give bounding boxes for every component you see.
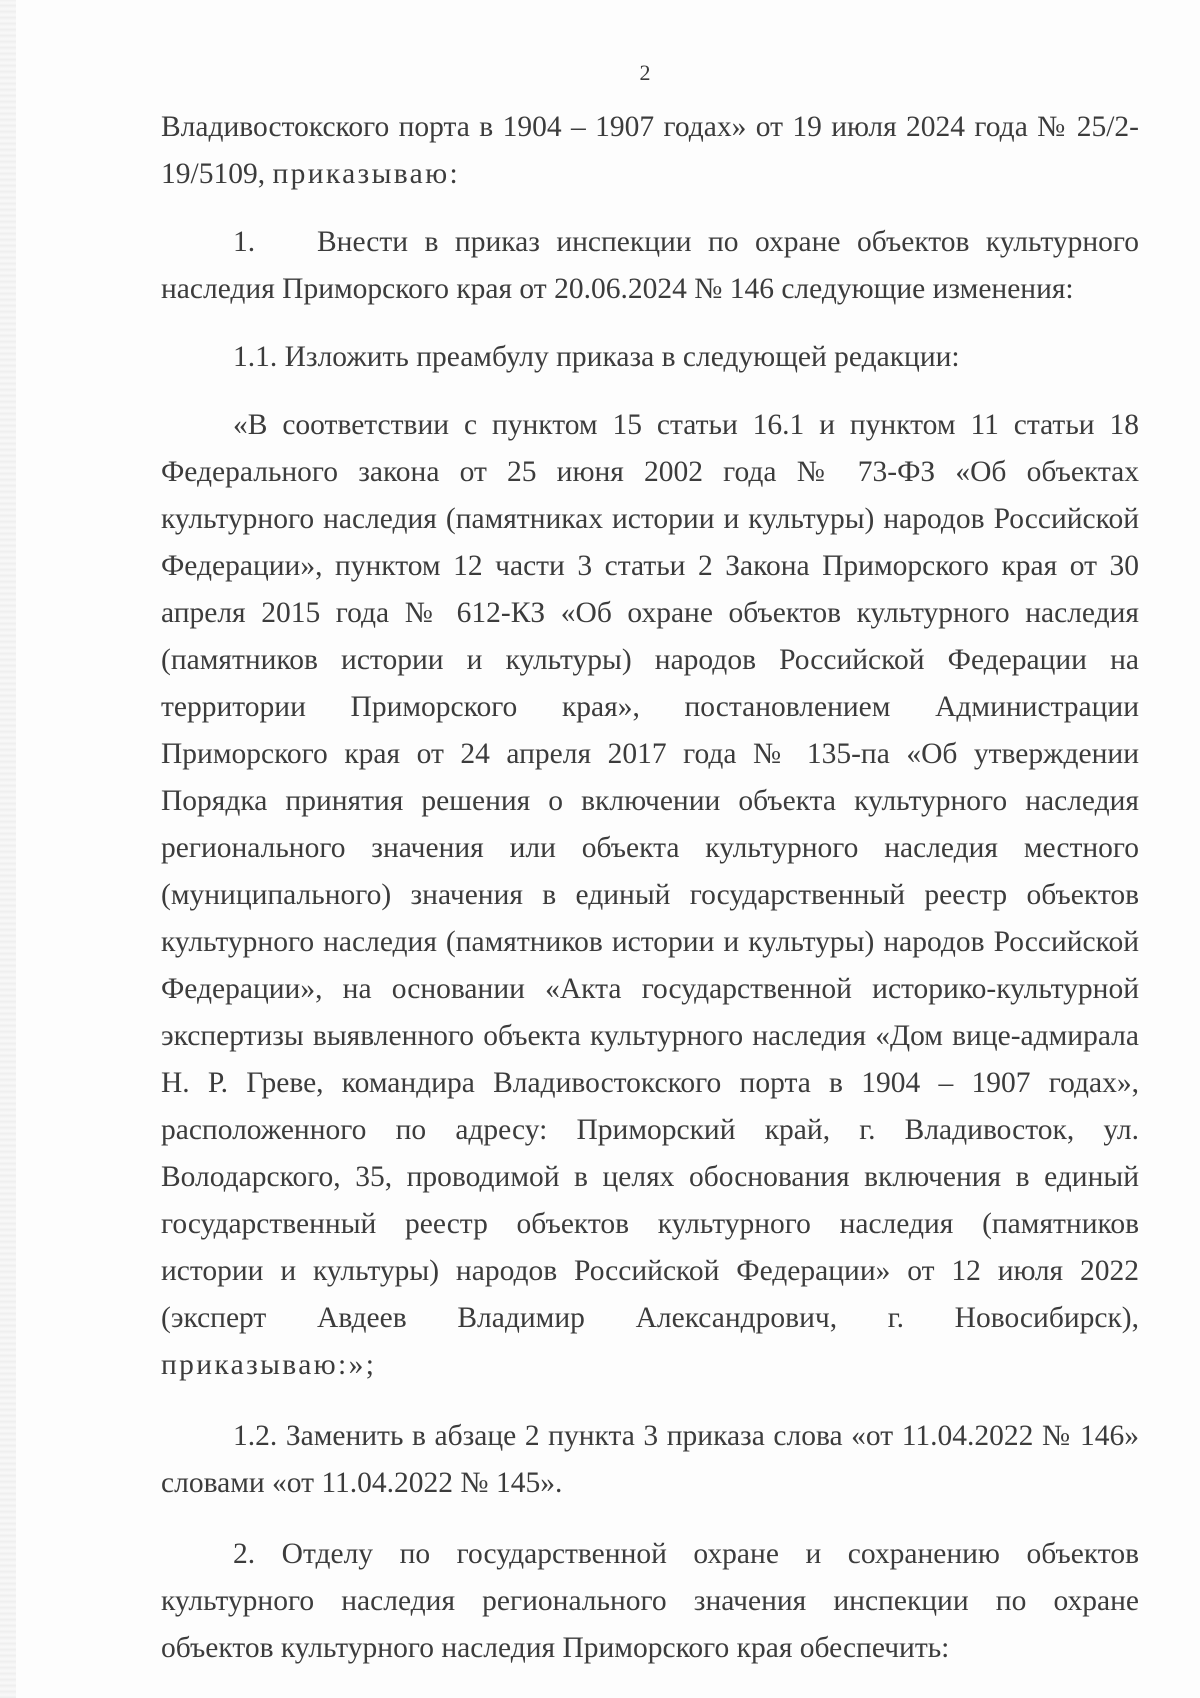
item-2: 2. Отделу по государственной охране и сохранению объектов культурного наследия регионального значения инспекции по охране объектов культурного наследия Приморского края обеспечить: <box>161 1538 1139 1664</box>
page-number: 2 <box>639 60 651 85</box>
item-1-number: 1. <box>233 226 256 258</box>
paragraph-continuation <box>161 104 1139 198</box>
document-body <box>161 104 1139 1672</box>
order-word: приказываю: <box>272 158 461 190</box>
paragraph-continuation-text: Владивостокского порта в 1904 – 1907 годах» от 19 июля 2024 года № 25/2-19/5109, <box>161 111 1139 190</box>
preamble-quote <box>161 402 1139 1389</box>
preamble-quote-text: «В соответствии с пунктом 15 статьи 16.1 и пунктом 11 статьи 18 Федерального закона от 25 июня 2002 года № 73-ФЗ «Об объектах культурного наследия (памятниках истории и культуры) народов Российской Федерации», пунктом 12 части 3 статьи 2 Закона Приморского края от 30 апреля 2015 года № 612-КЗ «Об охране объектов культурного наследия (памятников истории и культуры) народов Российской Федерации на территории Приморского края», постановлением Администрации Приморского края от 24 апреля 2017 года № 135-па «Об утверждении Порядка принятия решения о включении объекта культурного наследия регионального значения или объекта культурного наследия местного (муниципального) значения в единый государственный реестр объектов культурного наследия (памятников истории и культуры) народов Российской Федерации», на основании «Акта государственной историко-культурной экспертизы выявленного объекта культурного наследия «Дом вице-адмирала Н. Р. Греве, командира Владивостокского порта в 1904 – 1907 годах», расположенного по адресу: Приморский край, г. Владивосток, ул. Володарского, 35, проводимой в целях обоснования включения в единый государственный реестр объектов культурного наследия (памятников истории и культуры) народов Российской Федерации» от 12 июля 2022 (эксперт Авдеев Владимир Александрович, г. Новосибирск), <box>161 409 1139 1334</box>
item-1-1: 1.1. Изложить преамбулу приказа в следующей редакции: <box>233 341 960 373</box>
item-1 <box>161 219 1139 313</box>
item-1-text: Внести в приказ инспекции по охране объектов культурного наследия Приморского края от 20.06.2024 № 146 следующие изменения: <box>161 226 1139 305</box>
preamble-order-word: приказываю:»; <box>161 1349 377 1381</box>
scan-edge-artifact <box>0 0 16 1698</box>
item-1-2: 1.2. Заменить в абзаце 2 пункта 3 приказа слова «от 11.04.2022 № 146» словами «от 11.04.2022 № 145». <box>161 1420 1139 1499</box>
